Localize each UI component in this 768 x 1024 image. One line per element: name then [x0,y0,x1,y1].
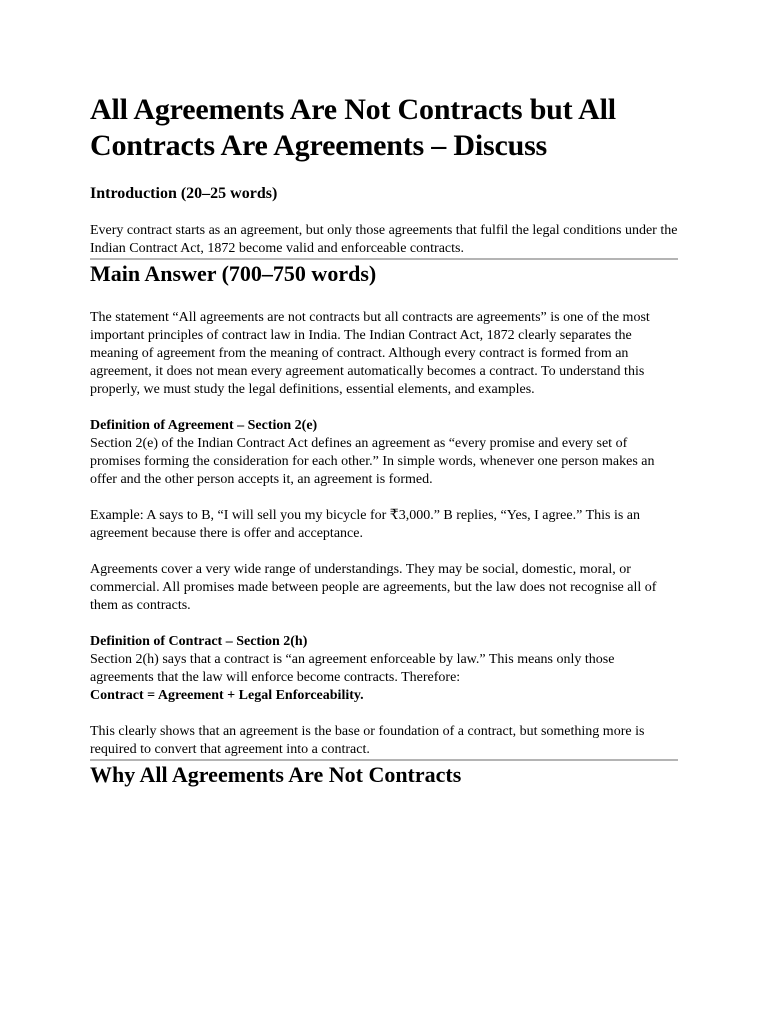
why-heading: Why All Agreements Are Not Contracts [90,762,462,787]
contract-conclusion-text: This clearly shows that an agreement is the base or foundation of a contract, but something more is required to convert that agreement into a contract. [90,724,645,757]
contract-definition-text: Section 2(h) says that a contract is “an agreement enforceable by law.” This means only those agreements that the law will enforce become contracts. Therefore: [90,652,615,685]
document-title: All Agreements Are Not Contracts but All Contracts Are Agreements – Discuss [90,93,616,162]
agreement-scope-text: Agreements cover a very wide range of understandings. They may be social, domestic, moral, or commercial. All promises made between people are agreements, but the law does not recognise all of them as contracts. [90,562,657,613]
introduction-heading: Introduction (20–25 words) [90,185,278,202]
main-answer-text: The statement “All agreements are not contracts but all contracts are agreements” is one of the most important principles of contract law in India. The Indian Contract Act, 1872 clearly separates the meaning of agreement from the meaning of contract. Although every contract is formed from an agreement, it does not mean every agreement automatically becomes a contract. To understand this properly, we must study the legal definitions, essential elements, and examples. [90,310,650,397]
contract-formula: Contract = Agreement + Legal Enforceability. [90,688,364,703]
agreement-definition-text: Section 2(e) of the Indian Contract Act defines an agreement as “every promise and every set of promises forming the consideration for each other.” In simple words, whenever one person makes an offer and the other person accepts it, an agreement is formed. [90,436,655,487]
contract-definition-heading: Definition of Contract – Section 2(h) [90,634,308,649]
agreement-definition-heading: Definition of Agreement – Section 2(e) [90,418,318,433]
main-answer-heading: Main Answer (700–750 words) [90,261,377,286]
agreement-example-text: Example: A says to B, “I will sell you my bicycle for ₹3,000.” B replies, “Yes, I agree.” This is an agreement because there is offer and acceptance. [90,508,641,541]
introduction-text: Every contract starts as an agreement, but only those agreements that fulfil the legal conditions under the Indian Contract Act, 1872 become valid and enforceable contracts. [90,223,678,256]
